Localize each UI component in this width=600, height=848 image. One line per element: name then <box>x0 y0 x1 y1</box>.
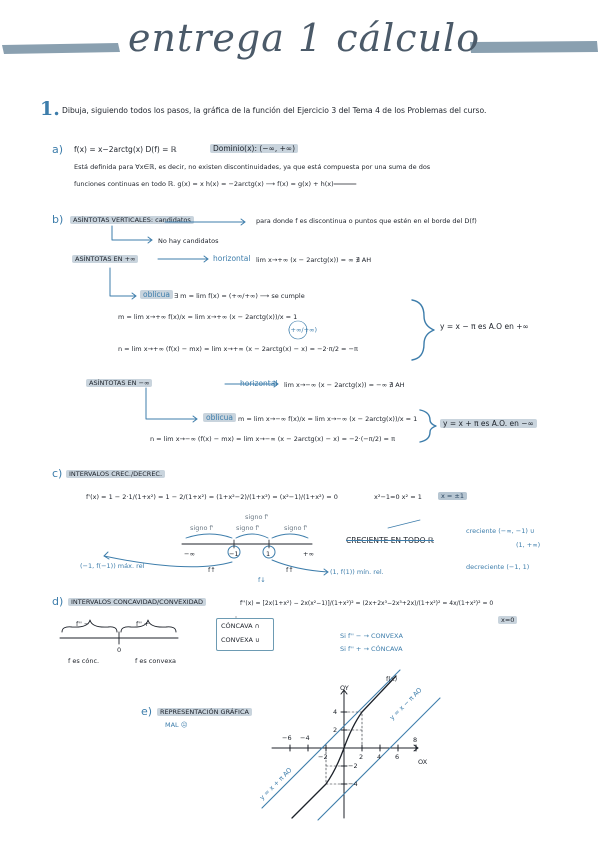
graph-y-tick: −4 <box>348 780 358 788</box>
vertical-asymptotes-label: ASÍNTOTAS VERTICALES: candidatos <box>70 216 194 224</box>
oblicua-word-minf: oblicua <box>203 413 236 422</box>
decreciente-interval: decreciente (−1, 1) <box>466 563 530 571</box>
f2-plus: f'' + <box>136 620 150 628</box>
graph-asymptote-right-label: y = x − π AO <box>388 686 424 722</box>
f2-minus: f'' − <box>76 620 90 628</box>
crece-todo-box: CRECIENTE EN TODO ℝ <box>346 536 434 545</box>
question-text: Dibuja, siguiendo todos los pasos, la gráfica de la función del Ejercicio 3 del Tema 4 de los Problemas del curso. <box>62 106 487 115</box>
graph-x-tick: −6 <box>282 734 292 742</box>
page-title: entrega 1 cálculo <box>128 16 481 60</box>
asymptotes-minus-inf-label: ASÍNTOTAS EN −∞ <box>86 379 152 387</box>
vertical-asymptotes-desc: para donde f es discontinua o puntos que estén en el borde del D(f) <box>256 217 477 225</box>
roots-result: x = ±1 <box>438 492 467 500</box>
concavity-rule-1: Si f'' − → CONVEXA <box>340 632 403 640</box>
f-convex-note: f es convexa <box>135 657 177 665</box>
graph-y-tick: 2 <box>333 726 338 734</box>
graph-x-tick: 6 <box>395 753 400 761</box>
part-c-title: INTERVALOS CREC./DECREC. <box>66 470 165 478</box>
slope-pinf: m = lim x→+∞ f(x)/x = lim x→+∞ (x − 2arctg(x))/x = 1 <box>118 313 298 321</box>
part-d-label: d) <box>52 595 64 608</box>
asymptotes-plus-inf-label: ASÍNTOTAS EN +∞ <box>72 255 138 263</box>
graph-y-tick: −2 <box>348 762 358 770</box>
part-e-title: REPRESENTACIÓN GRÁFICA <box>157 708 252 716</box>
second-derivative: f''(x) = [2x(1+x²) − 2x(x²−1)]/(1+x²)² = (2x+2x³−2x³+2x)/(1+x²)² = 4x/(1+x²)² = 0 <box>240 600 494 607</box>
graph-y-tick: 4 <box>333 708 338 716</box>
sign-label-b: signo f' <box>236 524 260 532</box>
decreasing-middle: f↓ <box>258 576 266 584</box>
first-derivative: f'(x) = 1 − 2·1/(1+x²) = 1 − 2/(1+x²) = (1+x²−2)/(1+x²) = (x²−1)/(1+x²) = 0 <box>86 493 338 501</box>
graph-y-axis-label: OY <box>340 684 349 692</box>
result-minus-inf: y = x + π es A.O. en −∞ <box>440 419 537 428</box>
graph-x-tick: −4 <box>300 734 310 742</box>
horizontal-limit-pinf: lim x→+∞ (x − 2arctg(x)) = ∞ ∄ AH <box>256 256 372 264</box>
increasing-left: f↑ <box>208 566 216 574</box>
creciente-intervals: creciente (−∞, −1) ∪ <box>466 527 535 535</box>
part-d-title: INTERVALOS CONCAVIDAD/CONVEXIDAD <box>68 598 206 606</box>
derivative-roots: x²−1=0 x² = 1 <box>374 493 422 501</box>
critical-point-pos: 1 <box>266 550 271 558</box>
graph-x-tick: 2 <box>359 753 364 761</box>
increasing-right: f↑ <box>286 566 294 574</box>
sign-minus-inf: −∞ <box>184 550 195 558</box>
part-a-label: a) <box>52 143 64 156</box>
critical-point-neg: −1 <box>229 550 239 558</box>
result-plus-inf: y = x − π es A.O en +∞ <box>440 322 529 331</box>
sign-label-a: signo f' <box>190 524 214 532</box>
f-concave-note: f es cónc. <box>68 657 100 665</box>
oblicua-word-pinf: oblicua <box>140 290 173 299</box>
horizontal-limit-minf: lim x→−∞ (x − 2arctg(x)) = −∞ ∄ AH <box>284 381 405 389</box>
horizontal-word-minf: horizontal <box>240 379 278 388</box>
dominio-box: Dominio(x): (−∞, +∞) <box>210 144 298 153</box>
sign-label-c: signo f' <box>284 524 308 532</box>
local-max-note: (−1, f(−1)) máx. rel <box>80 562 145 570</box>
legend-convexa: CONVEXA ∪ <box>221 636 260 644</box>
horizontal-word-pinf: horizontal <box>213 254 251 263</box>
graph-x-axis-label: OX <box>418 758 428 766</box>
intercept-pinf: n = lim x→+∞ (f(x) − mx) = lim x→+∞ (x − 2arctg(x) − x) = −2·π/2 = −π <box>118 345 358 353</box>
part-a-line2: Está definida para ∀x∈ℝ, es decir, no existen discontinuidades, ya que está compuesta por una suma de dos <box>74 163 431 171</box>
graph-x-tick: 8 <box>413 736 418 744</box>
graph-x-tick: −2 <box>318 753 328 761</box>
slope-minf: m = lim x→−∞ f(x)/x = lim x→−∞ (x − 2arctg(x))/x = 1 <box>238 415 418 423</box>
creciente-intervals-2: (1, +∞) <box>516 541 541 549</box>
question-number: 1. <box>40 98 60 120</box>
graph-x-tick: 4 <box>377 753 382 761</box>
graph-asymptote-left-label: y = x + π AO <box>258 766 294 802</box>
part-a-line3: funciones continuas en todo ℝ. g(x) = x h(x) = −2arctg(x) ⟶ f(x) = g(x) + h(x) <box>74 180 334 188</box>
inflection-candidate: x=0 <box>498 616 517 624</box>
concavity-rule-2: Si f'' + → CÓNCAVA <box>340 645 403 653</box>
part-c-label: c) <box>52 467 63 480</box>
oblicua-check: ∃ m = lim f(x) = (+∞/+∞) ⟶ se cumple <box>174 292 305 300</box>
concavity-zero: 0 <box>117 646 122 654</box>
part-e-note: MAL ☹ <box>165 721 188 729</box>
part-e-label: e) <box>141 705 153 718</box>
vertical-none: No hay candidatos <box>158 237 219 245</box>
graph-curve-label: f(x) <box>386 675 398 683</box>
sign-plus-inf: +∞ <box>303 550 314 558</box>
part-b-label: b) <box>52 213 64 226</box>
fraction-note: (+∞/+∞) <box>288 326 317 334</box>
sign-label-top: signo f' <box>245 513 269 521</box>
part-a-line1: f(x) = x−2arctg(x) D(f) = ℝ <box>74 145 177 154</box>
legend-concava: CÓNCAVA ∩ <box>221 622 260 630</box>
intercept-minf: n = lim x→−∞ (f(x) − mx) = lim x→−∞ (x − 2arctg(x) − x) = −2·(−π/2) = π <box>150 435 395 443</box>
local-min-note: (1, f(1)) mín. rel. <box>330 568 384 576</box>
